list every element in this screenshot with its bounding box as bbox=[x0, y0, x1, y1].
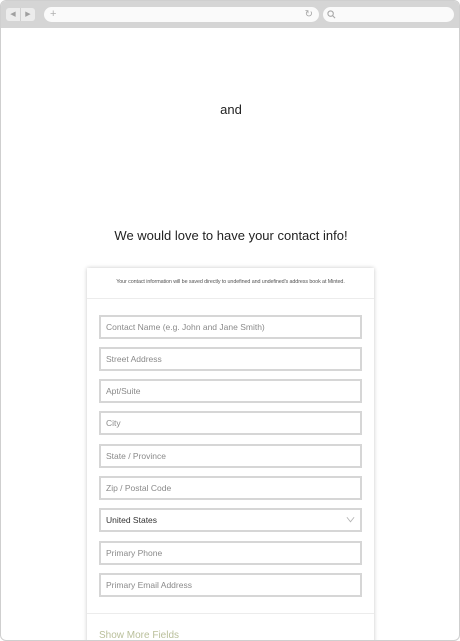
forward-button[interactable] bbox=[21, 8, 35, 21]
zip-postal-input[interactable] bbox=[101, 478, 360, 498]
chevron-down-icon bbox=[346, 516, 355, 523]
country-select[interactable] bbox=[99, 508, 362, 532]
street-address-input[interactable] bbox=[101, 349, 360, 369]
show-more-fields-link[interactable]: Show More Fields bbox=[99, 630, 180, 641]
forward-arrow-icon: ▶ bbox=[25, 10, 31, 18]
apt-suite-input[interactable] bbox=[101, 381, 360, 401]
city-input[interactable] bbox=[101, 413, 360, 433]
couple-names-and: and bbox=[220, 102, 242, 117]
apt-suite-field[interactable] bbox=[99, 379, 362, 403]
country-select-value: United States bbox=[106, 515, 158, 525]
plus-icon[interactable]: + bbox=[50, 8, 57, 20]
primary-email-input[interactable] bbox=[101, 575, 360, 595]
primary-email-field[interactable] bbox=[99, 573, 362, 597]
search-icon bbox=[327, 10, 336, 19]
state-province-field[interactable] bbox=[99, 444, 362, 468]
page-title: We would love to have your contact info! bbox=[114, 228, 348, 243]
primary-phone-input[interactable] bbox=[101, 543, 360, 563]
browser-search-bar[interactable] bbox=[323, 7, 454, 22]
divider bbox=[87, 298, 374, 299]
street-address-field[interactable] bbox=[99, 347, 362, 371]
form-note: Your contact information will be saved directly to undefined and undefined's address book at Minted. bbox=[116, 279, 345, 285]
state-province-input[interactable] bbox=[101, 446, 360, 466]
zip-postal-field[interactable] bbox=[99, 476, 362, 500]
back-button[interactable] bbox=[6, 8, 21, 21]
back-arrow-icon: ◀ bbox=[10, 10, 16, 18]
contact-form-card bbox=[87, 268, 374, 641]
primary-phone-field[interactable] bbox=[99, 541, 362, 565]
city-field[interactable] bbox=[99, 411, 362, 435]
divider bbox=[87, 613, 374, 614]
address-bar[interactable] bbox=[44, 7, 319, 22]
browser-toolbar bbox=[1, 1, 459, 28]
contact-name-field[interactable] bbox=[99, 315, 362, 339]
reload-icon[interactable]: ↻ bbox=[304, 9, 313, 20]
contact-name-input[interactable] bbox=[101, 317, 360, 337]
